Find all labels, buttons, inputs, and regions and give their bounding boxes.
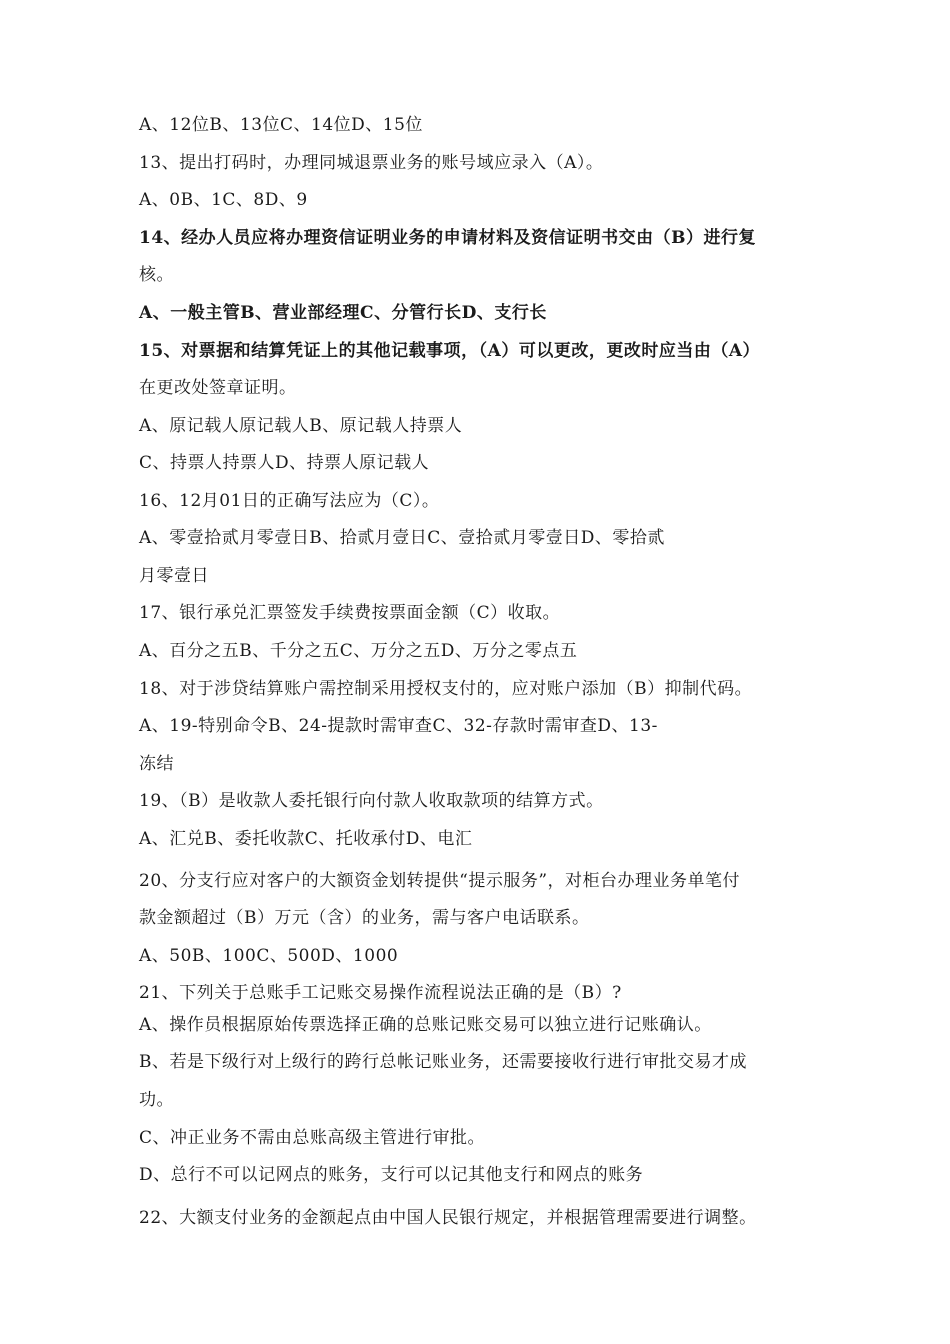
question-20: 20、分支行应对客户的大额资金划转提供“提示服务”，对柜台办理业务单笔付 [139,871,741,891]
options-16-cont: 月零壹日 [139,566,209,586]
question-16: 16、12月01日的正确写法应为（C）。 [139,491,440,511]
option-21-c: C、冲正业务不需由总账高级主管进行审批。 [139,1128,486,1148]
text-line: A、12位B、13位C、14位D、15位 [139,115,423,135]
question-14: 14、经办人员应将办理资信证明业务的申请材料及资信证明书交由（B）进行复 [139,228,757,248]
options-16: A、零壹拾贰月零壹日B、拾贰月壹日C、壹拾贰月零壹日D、零拾贰 [139,528,665,548]
options-17: A、百分之五B、千分之五C、万分之五D、万分之零点五 [139,641,578,661]
question-14-cont: 核。 [139,265,174,285]
options-13: A、0B、1C、8D、9 [139,190,308,210]
question-19: 19、（B）是收款人委托银行向付款人收取款项的结算方式。 [139,791,604,811]
question-20-cont: 款金额超过（B）万元（含）的业务，需与客户电话联系。 [139,908,590,928]
options-15-a: A、原记载人原记载人B、原记载人持票人 [139,416,463,436]
question-13: 13、提出打码时，办理同城退票业务的账号域应录入（A）。 [139,153,604,173]
question-15-cont: 在更改处签章证明。 [139,378,297,398]
question-15: 15、对票据和结算凭证上的其他记载事项，（A）可以更改，更改时应当由（A） [139,341,761,361]
question-21: 21、下列关于总账手工记账交易操作流程说法正确的是（B）? [139,983,622,1003]
options-18: A、19-特别命令B、24-提款时需审查C、32-存款时需审查D、13- [139,716,658,736]
question-22: 22、大额支付业务的金额起点由中国人民银行规定，并根据管理需要进行调整。 [139,1208,757,1228]
option-21-b-cont: 功。 [139,1090,174,1110]
options-15-c: C、持票人持票人D、持票人原记载人 [139,453,430,473]
option-21-d: D、总行不可以记网点的账务，支行可以记其他支行和网点的账务 [139,1165,644,1185]
options-18-cont: 冻结 [139,754,174,774]
option-21-a: A、操作员根据原始传票选择正确的总账记账交易可以独立进行记账确认。 [139,1015,712,1035]
question-18: 18、对于涉贷结算账户需控制采用授权支付的，应对账户添加（B）抑制代码。 [139,679,753,699]
question-17: 17、银行承兑汇票签发手续费按票面金额（C）收取。 [139,603,561,623]
options-14: A、一般主管B、营业部经理C、分管行长D、支行长 [139,303,547,323]
options-19: A、汇兑B、委托收款C、托收承付D、电汇 [139,829,473,849]
option-21-b: B、若是下级行对上级行的跨行总帐记账业务，还需要接收行进行审批交易才成 [139,1052,747,1072]
options-20: A、50B、100C、500D、1000 [139,946,399,966]
